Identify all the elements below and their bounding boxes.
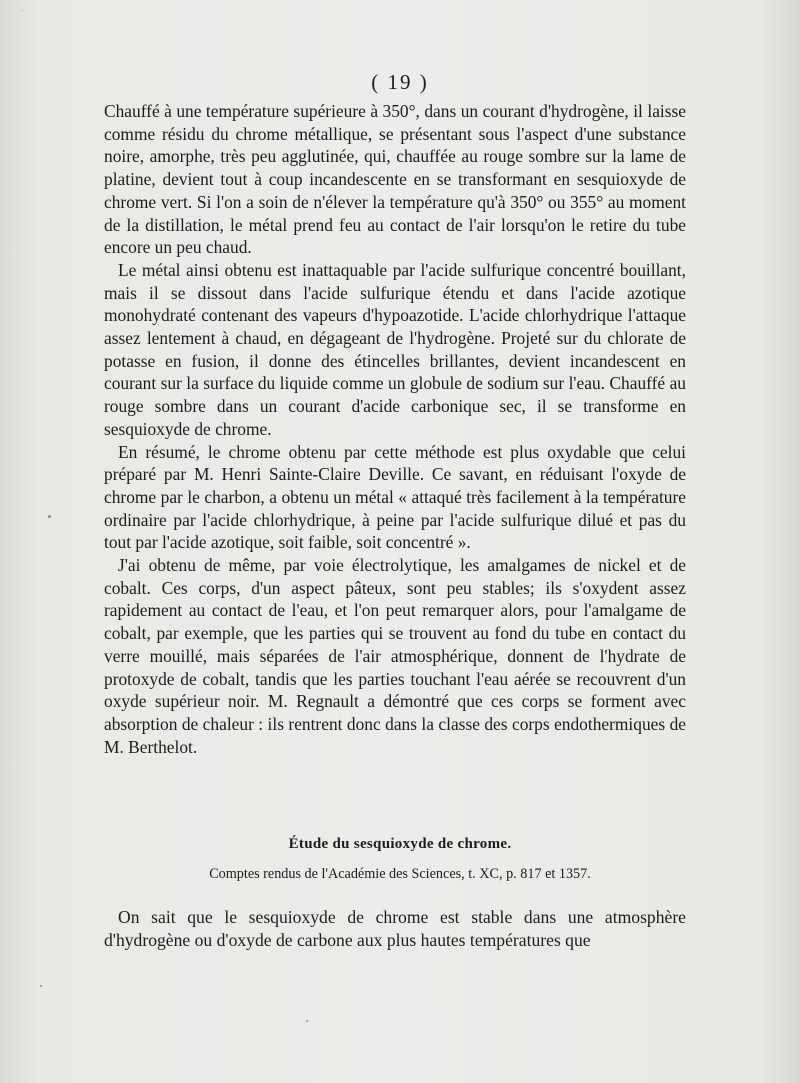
section-title: Étude du sesquioxyde de chrome. — [288, 836, 512, 852]
paper-speck — [306, 1020, 308, 1022]
section-reference: Comptes rendus de l'Académie des Sciences, t. XC, p. 817 et 1357. — [209, 866, 591, 882]
paragraph-4: J'ai obtenu de même, par voie électrolytique, les amalgames de nickel et de cobalt. Ces corps, d'un aspect pâteux, sont peu stables; ils s'oxydent assez rapidement au contact de l'eau, et l'on peut remarquer alors, pour l'amalgame de cobalt, par exemple, que les parties qui se trouvent au fond du tube en contact du verre mouillé, mais séparées de l'air atmosphérique, donnent de l'hydrate de protoxyde de cobalt, tandis que les parties touchant l'eau aérée se recouvrent d'un oxyde supérieur noir. M. Regnault a démontré que ces corps se forment avec absorption de chaleur : ils rentrent donc dans la classe des corps endothermiques de M. Berthelot. — [104, 555, 686, 757]
paper-speck — [48, 515, 51, 518]
paper-speck — [22, 10, 23, 11]
paragraph-2: Le métal ainsi obtenu est inattaquable par l'acide sulfurique concentré bouillant, mais il se dissout dans l'acide sulfurique étendu et dans l'acide azotique monohydraté contenant des vapeurs d'hypoazotide. L'acide chlorhydrique l'attaque assez lentement à chaud, en dégageant de l'hydrogène. Projeté sur du chlorate de potasse en fusion, il donne des étincelles brillantes, devient incandescent en courant sur la surface du liquide comme un globule de sodium sur l'eau. Chauffé au rouge sombre dans un courant d'acide carbonique sec, il se transforme en sesquioxyde de chrome. — [104, 259, 686, 439]
body-text — [104, 100, 686, 758]
section-paragraph: On sait que le sesquioxyde de chrome est stable dans une atmosphère d'hydrogène ou d'oxyde de carbone aux plus hautes températures que — [104, 907, 686, 950]
page-number: ( 19 ) — [371, 70, 429, 94]
paragraph-1: Chauffé à une température supérieure à 350°, dans un courant d'hydrogène, il laisse comme résidu du chrome métallique, se présentant sous l'aspect d'une substance noire, amorphe, très peu agglutinée, qui, chauffée au rouge sombre sur la lame de platine, devient tout à coup incandescente en se transformant en sesquioxyde de chrome vert. Si l'on a soin de n'élever la température qu'à 350° ou 355° au moment de la distillation, le métal prend feu au contact de l'air lorsqu'on le retire du tube encore un peu chaud. — [104, 101, 686, 258]
paragraph-3: En résumé, le chrome obtenu par cette méthode est plus oxydable que celui préparé par M. Henri Sainte-Claire Deville. Ce savant, en réduisant l'oxyde de chrome par le charbon, a obtenu un métal « attaqué très facilement à la température ordinaire par l'acide chlorhydrique, à peine par l'acide sulfurique dilué et pas du tout par l'acide azotique, soit faible, soit concentré ». — [104, 441, 686, 553]
section-body — [104, 906, 686, 952]
paper-speck — [40, 985, 42, 987]
